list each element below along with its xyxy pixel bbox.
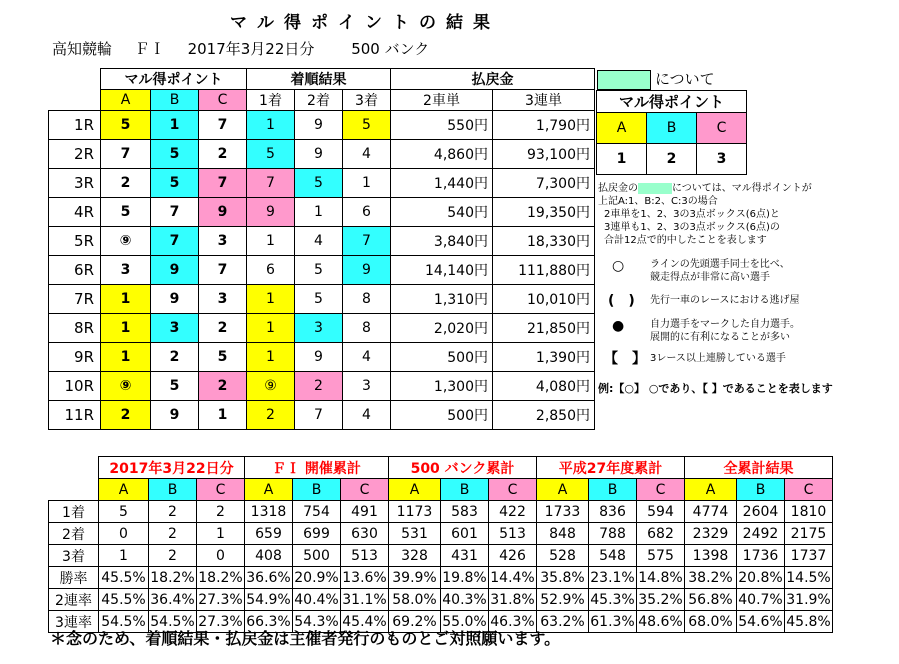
summary-header-a: A	[245, 479, 293, 501]
cell-c: 3	[199, 285, 247, 314]
summary-cell: 4774	[685, 501, 737, 523]
header-maru: マル得ポイント	[101, 69, 247, 90]
cell-p2: 14,140円	[391, 256, 493, 285]
summary-cell: 14.4%	[489, 567, 537, 589]
summary-cell: 1398	[685, 545, 737, 567]
cell-f3: 4	[343, 343, 391, 372]
subtitle	[52, 38, 447, 59]
summary-cell: 513	[489, 523, 537, 545]
note-line3: 2車単を1、2、3の3点ボックス(6点)と	[604, 209, 780, 220]
summary-cell: 45.4%	[341, 611, 389, 633]
cell-p3: 21,850円	[493, 314, 595, 343]
summary-row-label: 2着	[49, 523, 99, 545]
cell-r: 8R	[49, 314, 101, 343]
note	[598, 182, 812, 247]
note-line4: 3連単も1、2、3の3点ボックス(6点)の	[604, 222, 780, 233]
group-day: 2017年3月22日分	[99, 457, 245, 479]
summary-cell: 513	[341, 545, 389, 567]
cell-b: 7	[151, 227, 199, 256]
cell-f2: 3	[295, 314, 343, 343]
cell-c: 1	[199, 401, 247, 430]
summary-header-b: B	[441, 479, 489, 501]
summary-cell: 40.7%	[737, 589, 785, 611]
summary-cell: 548	[589, 545, 637, 567]
cell-p3: 1,790円	[493, 111, 595, 140]
cell-p3: 1,390円	[493, 343, 595, 372]
summary-cell: 328	[389, 545, 441, 567]
note-swatch	[638, 183, 672, 194]
cell-p2: 3,840円	[391, 227, 493, 256]
cell-p3: 2,850円	[493, 401, 595, 430]
key-maru: マル得ポイント	[597, 91, 747, 113]
summary-cell: 2329	[685, 523, 737, 545]
legend-paren-text	[650, 294, 800, 307]
summary-cell: 699	[293, 523, 341, 545]
summary-cell: 848	[537, 523, 589, 545]
cell-p3: 10,010円	[493, 285, 595, 314]
header-nishatan: 2車単	[391, 90, 493, 111]
summary-cell: 45.5%	[99, 589, 149, 611]
cell-f1: ⑨	[247, 372, 295, 401]
summary-cell: 61.3%	[589, 611, 637, 633]
cell-f1: 9	[247, 198, 295, 227]
table-row	[49, 111, 595, 140]
legend-dot-line1: 自力選手をマークした自力選手。	[650, 319, 800, 330]
summary-cell: 14.5%	[785, 567, 833, 589]
cell-f2: 5	[295, 256, 343, 285]
cell-r: 11R	[49, 401, 101, 430]
cell-r: 3R	[49, 169, 101, 198]
summary-cell: 54.5%	[99, 611, 149, 633]
legend-paren-icon: ( )	[608, 293, 635, 309]
legend-bracket-icon: 【 】	[604, 351, 646, 367]
legend-circle-icon: ○	[612, 258, 625, 274]
cell-a: 1	[101, 285, 151, 314]
cell-b: 7	[151, 198, 199, 227]
summary-cell: 38.2%	[685, 567, 737, 589]
summary-cell: 426	[489, 545, 537, 567]
cell-f3: 3	[343, 372, 391, 401]
summary-cell: 45.3%	[589, 589, 637, 611]
summary-header-b: B	[737, 479, 785, 501]
table-row	[49, 401, 595, 430]
cell-f2: 5	[295, 169, 343, 198]
summary-cell: 2	[149, 501, 197, 523]
summary-cell: 528	[537, 545, 589, 567]
cell-r: 6R	[49, 256, 101, 285]
cell-a: 2	[101, 169, 151, 198]
cell-f3: 1	[343, 169, 391, 198]
summary-cell: 575	[637, 545, 685, 567]
legend-dot-icon: ●	[612, 318, 625, 334]
summary-cell: 31.9%	[785, 589, 833, 611]
header-b: B	[151, 90, 199, 111]
key-n1: 1	[597, 144, 647, 175]
legend-dot-line2: 展開的に有利になることが多い	[650, 332, 790, 343]
table-row	[49, 343, 595, 372]
header-third: 3着	[343, 90, 391, 111]
summary-header-a: A	[99, 479, 149, 501]
cell-p2: 540円	[391, 198, 493, 227]
summary-header-a: A	[389, 479, 441, 501]
summary-row	[49, 589, 833, 611]
cell-b: 5	[151, 372, 199, 401]
header-a: A	[101, 90, 151, 111]
cell-p2: 1,300円	[391, 372, 493, 401]
cell-r: 7R	[49, 285, 101, 314]
key-n2: 2	[647, 144, 697, 175]
cell-f1: 1	[247, 111, 295, 140]
cell-f1: 7	[247, 169, 295, 198]
summary-cell: 0	[99, 523, 149, 545]
summary-cell: 66.3%	[245, 611, 293, 633]
summary-cell: 594	[637, 501, 685, 523]
summary-header-b: B	[589, 479, 637, 501]
cell-f1: 5	[247, 140, 295, 169]
summary-cell: 2	[197, 501, 245, 523]
header-sanrentan: 3連単	[493, 90, 595, 111]
summary-cell: 422	[489, 501, 537, 523]
cell-f3: 4	[343, 140, 391, 169]
key-about: について	[654, 70, 715, 88]
cell-p2: 2,020円	[391, 314, 493, 343]
summary-cell: 39.9%	[389, 567, 441, 589]
cell-c: 7	[199, 256, 247, 285]
summary-header-c: C	[637, 479, 685, 501]
cell-c: 2	[199, 314, 247, 343]
cell-p2: 1,440円	[391, 169, 493, 198]
summary-header-c: C	[489, 479, 537, 501]
summary-cell: 56.8%	[685, 589, 737, 611]
summary-header-a: A	[537, 479, 589, 501]
summary-cell: 601	[441, 523, 489, 545]
summary-header-c: C	[785, 479, 833, 501]
cell-r: 9R	[49, 343, 101, 372]
legend-example: 例:【○】 ○であり、【 】であることを表します	[598, 382, 833, 395]
summary-header-c: C	[341, 479, 389, 501]
summary-cell: 1	[99, 545, 149, 567]
table-row	[49, 372, 595, 401]
cell-f3: 6	[343, 198, 391, 227]
summary-cell: 52.9%	[537, 589, 589, 611]
summary-cell: 630	[341, 523, 389, 545]
summary-cell: 63.2%	[537, 611, 589, 633]
summary-cell: 35.2%	[637, 589, 685, 611]
results-table	[48, 68, 595, 430]
header-second: 2着	[295, 90, 343, 111]
summary-cell: 491	[341, 501, 389, 523]
summary-cell: 35.8%	[537, 567, 589, 589]
legend-dot-text	[650, 318, 800, 344]
cell-a: 7	[101, 140, 151, 169]
summary-cell: 54.6%	[737, 611, 785, 633]
cell-c: 3	[199, 227, 247, 256]
legend-circle-line2: 競走得点が非常に高い選手	[650, 272, 770, 283]
cell-f3: 8	[343, 285, 391, 314]
cell-p2: 1,310円	[391, 285, 493, 314]
summary-header-b: B	[149, 479, 197, 501]
cell-b: 1	[151, 111, 199, 140]
summary-cell: 46.3%	[489, 611, 537, 633]
cell-c: 5	[199, 343, 247, 372]
cell-f1: 1	[247, 343, 295, 372]
summary-header-b: B	[293, 479, 341, 501]
cell-f1: 1	[247, 314, 295, 343]
summary-row	[49, 567, 833, 589]
cell-b: 9	[151, 285, 199, 314]
table-row	[49, 169, 595, 198]
summary-cell: 682	[637, 523, 685, 545]
summary-cell: 583	[441, 501, 489, 523]
summary-cell: 1733	[537, 501, 589, 523]
cell-a: 1	[101, 343, 151, 372]
cell-f3: 9	[343, 256, 391, 285]
cell-a: ⑨	[101, 227, 151, 256]
cell-c: 2	[199, 140, 247, 169]
summary-cell: 14.8%	[637, 567, 685, 589]
summary-cell: 27.3%	[197, 611, 245, 633]
summary-cell: 23.1%	[589, 567, 637, 589]
note-line5: 合計12点で的中したことを表します	[604, 235, 767, 246]
summary-cell: 1173	[389, 501, 441, 523]
cell-p3: 7,300円	[493, 169, 595, 198]
summary-cell: 54.5%	[149, 611, 197, 633]
cell-p2: 550円	[391, 111, 493, 140]
summary-cell: 31.8%	[489, 589, 537, 611]
table-row	[49, 198, 595, 227]
key-table	[596, 68, 747, 175]
cell-r: 1R	[49, 111, 101, 140]
venue: 高知競輪	[52, 40, 113, 58]
footer-note: ＊念のため、着順結果・払戻金は主催者発行のものとご対照願います。	[50, 629, 561, 648]
cell-b: 2	[151, 343, 199, 372]
summary-cell: 836	[589, 501, 637, 523]
note-line1a: 払戻金の	[598, 183, 638, 194]
key-c: C	[697, 113, 747, 144]
cell-f3: 5	[343, 111, 391, 140]
summary-cell: 31.1%	[341, 589, 389, 611]
cell-f2: 9	[295, 343, 343, 372]
cell-p2: 4,860円	[391, 140, 493, 169]
summary-cell: 431	[441, 545, 489, 567]
summary-cell: 2175	[785, 523, 833, 545]
group-fy: 平成27年度累計	[537, 457, 685, 479]
summary-cell: 27.3%	[197, 589, 245, 611]
cell-f3: 8	[343, 314, 391, 343]
summary-row-label: 3連率	[49, 611, 99, 633]
key-a: A	[597, 113, 647, 144]
cell-r: 5R	[49, 227, 101, 256]
date: 2017年3月22日分	[187, 40, 315, 58]
cell-c: 2	[199, 372, 247, 401]
summary-row	[49, 501, 833, 523]
cell-p3: 4,080円	[493, 372, 595, 401]
cell-a: 2	[101, 401, 151, 430]
header-c: C	[199, 90, 247, 111]
cell-b: 9	[151, 401, 199, 430]
note-line2: 上記A:1、B:2、C:3の場合	[598, 196, 718, 207]
summary-cell: 500	[293, 545, 341, 567]
summary-row	[49, 523, 833, 545]
group-bank: 500 バンク累計	[389, 457, 537, 479]
summary-cell: 2	[149, 545, 197, 567]
cell-f2: 5	[295, 285, 343, 314]
summary-cell: 788	[589, 523, 637, 545]
summary-cell: 40.3%	[441, 589, 489, 611]
cell-p2: 500円	[391, 343, 493, 372]
cell-a: 3	[101, 256, 151, 285]
cell-r: 10R	[49, 372, 101, 401]
cell-r: 2R	[49, 140, 101, 169]
cell-c: 9	[199, 198, 247, 227]
legend-bracket-line1: 3レース以上連勝している選手	[650, 353, 786, 364]
summary-cell: 45.5%	[99, 567, 149, 589]
summary-cell: 1736	[737, 545, 785, 567]
cell-f3: 4	[343, 401, 391, 430]
cell-p3: 111,880円	[493, 256, 595, 285]
summary-cell: 754	[293, 501, 341, 523]
summary-cell: 2	[149, 523, 197, 545]
legend-circle-line1: ラインの先頭選手同士を比べ、	[650, 259, 790, 270]
summary-table	[48, 456, 833, 633]
cell-c: 7	[199, 111, 247, 140]
header-first: 1着	[247, 90, 295, 111]
summary-cell: 5	[99, 501, 149, 523]
legend-bracket-text	[650, 352, 786, 365]
summary-cell: 0	[197, 545, 245, 567]
cell-a: 5	[101, 198, 151, 227]
table-row	[49, 227, 595, 256]
summary-cell: 1	[197, 523, 245, 545]
cell-p2: 500円	[391, 401, 493, 430]
summary-cell: 69.2%	[389, 611, 441, 633]
cell-f2: 2	[295, 372, 343, 401]
green-swatch	[597, 70, 651, 90]
cell-c: 7	[199, 169, 247, 198]
header-chakujun: 着順結果	[247, 69, 391, 90]
table-row	[49, 314, 595, 343]
summary-cell: 54.9%	[245, 589, 293, 611]
summary-header-a: A	[685, 479, 737, 501]
group-all: 全累計結果	[685, 457, 833, 479]
summary-cell: 45.8%	[785, 611, 833, 633]
cell-f1: 2	[247, 401, 295, 430]
cell-f2: 1	[295, 198, 343, 227]
cell-b: 3	[151, 314, 199, 343]
summary-cell: 1737	[785, 545, 833, 567]
summary-row-label: 勝率	[49, 567, 99, 589]
cell-f2: 9	[295, 140, 343, 169]
page-title: マル得ポイントの結果	[230, 13, 500, 33]
summary-cell: 55.0%	[441, 611, 489, 633]
summary-row-label: 3着	[49, 545, 99, 567]
cell-a: 5	[101, 111, 151, 140]
note-line1b: については、マル得ポイントが	[672, 183, 812, 194]
summary-cell: 36.6%	[245, 567, 293, 589]
cell-a: 1	[101, 314, 151, 343]
summary-cell: 19.8%	[441, 567, 489, 589]
summary-cell: 2604	[737, 501, 785, 523]
summary-cell: 20.9%	[293, 567, 341, 589]
grade: ＦＩ	[134, 40, 165, 58]
table-row	[49, 140, 595, 169]
summary-row-label: 2連率	[49, 589, 99, 611]
summary-cell: 18.2%	[197, 567, 245, 589]
summary-row-label: 1着	[49, 501, 99, 523]
bank: 500 バンク	[351, 40, 430, 58]
cell-f2: 7	[295, 401, 343, 430]
summary-cell: 531	[389, 523, 441, 545]
summary-cell: 36.4%	[149, 589, 197, 611]
cell-f1: 1	[247, 285, 295, 314]
table-row	[49, 256, 595, 285]
summary-cell: 408	[245, 545, 293, 567]
key-n3: 3	[697, 144, 747, 175]
header-payout: 払戻金	[391, 69, 595, 90]
key-b: B	[647, 113, 697, 144]
legend-paren-line1: 先行一車のレースにおける逃げ屋	[650, 295, 800, 306]
summary-row	[49, 545, 833, 567]
cell-f1: 1	[247, 227, 295, 256]
cell-p3: 19,350円	[493, 198, 595, 227]
cell-f2: 9	[295, 111, 343, 140]
cell-a: ⑨	[101, 372, 151, 401]
summary-cell: 40.4%	[293, 589, 341, 611]
cell-r: 4R	[49, 198, 101, 227]
summary-cell: 20.8%	[737, 567, 785, 589]
summary-cell: 1318	[245, 501, 293, 523]
summary-cell: 659	[245, 523, 293, 545]
cell-b: 5	[151, 140, 199, 169]
summary-cell: 13.6%	[341, 567, 389, 589]
cell-f3: 7	[343, 227, 391, 256]
summary-cell: 18.2%	[149, 567, 197, 589]
cell-b: 5	[151, 169, 199, 198]
cell-f1: 6	[247, 256, 295, 285]
summary-header-c: C	[197, 479, 245, 501]
summary-cell: 54.3%	[293, 611, 341, 633]
group-fi: ＦＩ 開催累計	[245, 457, 389, 479]
legend-circle-text	[650, 258, 790, 284]
cell-b: 9	[151, 256, 199, 285]
cell-p3: 93,100円	[493, 140, 595, 169]
summary-cell: 68.0%	[685, 611, 737, 633]
summary-cell: 1810	[785, 501, 833, 523]
cell-p3: 18,330円	[493, 227, 595, 256]
cell-f2: 4	[295, 227, 343, 256]
summary-cell: 2492	[737, 523, 785, 545]
table-row	[49, 285, 595, 314]
summary-cell: 58.0%	[389, 589, 441, 611]
summary-cell: 48.6%	[637, 611, 685, 633]
